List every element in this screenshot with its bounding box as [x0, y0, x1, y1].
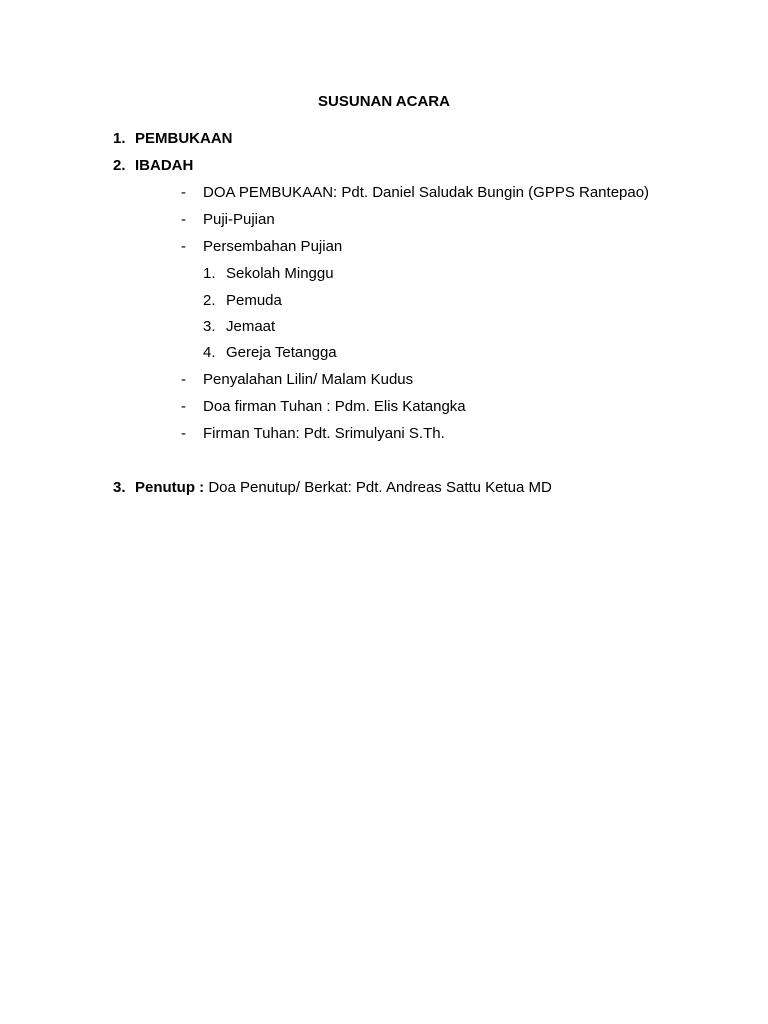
sub-list-item [203, 344, 337, 362]
section-number: 2. [113, 157, 126, 174]
sub-list-text: Gereja Tetangga [226, 344, 337, 361]
sub-list-item [203, 265, 334, 283]
list-item [181, 184, 649, 202]
section-ibadah [113, 157, 193, 175]
bullet-dash: - [181, 238, 186, 255]
section-label: PEMBUKAAN [135, 130, 233, 147]
sub-list-text: Pemuda [226, 292, 282, 309]
section-label: IBADAH [135, 157, 194, 174]
list-item [181, 425, 445, 443]
list-item [181, 211, 275, 229]
list-item-text: Penyalahan Lilin/ Malam Kudus [203, 371, 414, 388]
sub-list-item [203, 318, 275, 336]
list-item-text: DOA PEMBUKAAN: Pdt. Daniel Saludak Bungin (GPPS Rantepao) [203, 184, 650, 201]
page-title: SUSUNAN ACARA [318, 93, 450, 110]
bullet-dash: - [181, 184, 186, 201]
list-item-text: Firman Tuhan: Pdt. Srimulyani S.Th. [203, 425, 445, 442]
sub-list-number: 4. [203, 344, 216, 361]
list-item [181, 238, 342, 256]
sub-list-number: 1. [203, 265, 216, 282]
sub-list-item [203, 292, 282, 310]
sub-list-number: 3. [203, 318, 216, 335]
list-item-text: Persembahan Pujian [203, 238, 343, 255]
bullet-dash: - [181, 425, 186, 442]
bullet-dash: - [181, 211, 186, 228]
list-item-text: Doa firman Tuhan : Pdm. Elis Katangka [203, 398, 466, 415]
bullet-dash: - [181, 398, 186, 415]
section-number: 3. [113, 479, 126, 496]
section-penutup [113, 479, 552, 497]
section-label: Penutup : [135, 479, 205, 496]
section-pembukaan [113, 130, 233, 148]
bullet-dash: - [181, 371, 186, 388]
section-text: Doa Penutup/ Berkat: Pdt. Andreas Sattu Ketua MD [208, 479, 552, 496]
section-number: 1. [113, 130, 126, 147]
list-item [181, 371, 413, 389]
list-item [181, 398, 466, 416]
list-item-text: Puji-Pujian [203, 211, 275, 228]
sub-list-text: Sekolah Minggu [226, 265, 334, 282]
sub-list-number: 2. [203, 292, 216, 309]
sub-list-text: Jemaat [226, 318, 276, 335]
